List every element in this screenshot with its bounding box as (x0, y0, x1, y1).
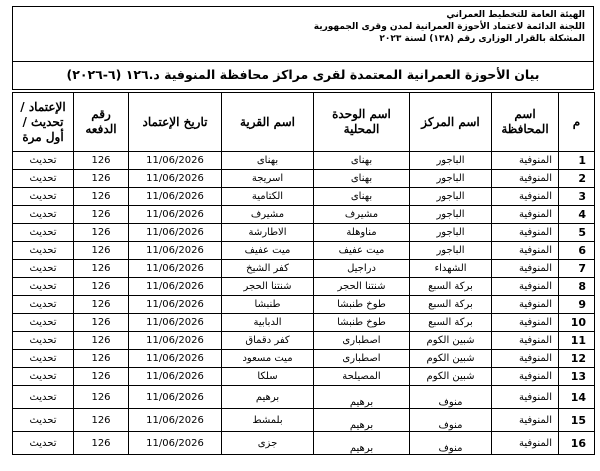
row-number: 12 (559, 350, 595, 368)
center-cell: شبين الكوم (410, 350, 492, 368)
approval-date-cell: 11/06/2026 (129, 206, 222, 224)
governorate-cell: المنوفية (492, 206, 559, 224)
approval-date-cell: 11/06/2026 (129, 432, 222, 455)
approval-date-cell: 11/06/2026 (129, 314, 222, 332)
approval-status-cell: تحديث (13, 170, 74, 188)
header-num: م (559, 93, 595, 152)
batch-number-cell: 126 (74, 206, 129, 224)
center-cell: الشهداء (410, 260, 492, 278)
approval-date-cell: 11/06/2026 (129, 242, 222, 260)
approval-status-cell: تحديث (13, 206, 74, 224)
local-unit-cell: بهناى (314, 188, 410, 206)
approval-status-cell: تحديث (13, 260, 74, 278)
table-row (13, 332, 595, 350)
local-unit-cell: بهناى (314, 152, 410, 170)
center-cell: الباجور (410, 170, 492, 188)
table-row (13, 432, 595, 455)
village-cell: شنتنا الحجر (222, 278, 314, 296)
governorate-cell: المنوفية (492, 278, 559, 296)
row-number: 4 (559, 206, 595, 224)
row-number: 10 (559, 314, 595, 332)
governorate-cell: المنوفية (492, 409, 559, 432)
local-unit-cell: المصيلحة (314, 368, 410, 386)
approval-status-cell: تحديث (13, 152, 74, 170)
table-row (13, 242, 595, 260)
local-unit-cell: طوخ طنبشا (314, 296, 410, 314)
local-unit-cell: شنتنا الحجر (314, 278, 410, 296)
village-cell: بلمشط (222, 409, 314, 432)
row-number: 15 (559, 409, 595, 432)
approval-status-cell: تحديث (13, 332, 74, 350)
approval-status-cell: تحديث (13, 314, 74, 332)
village-cell: كفر دقماق (222, 332, 314, 350)
issuer-line-2: اللجنة الدائمة لاعتماد الأحوزة العمرانية لمدن وقرى الجمهورية (313, 22, 585, 32)
villages-table (12, 92, 595, 455)
village-cell: الاطارشة (222, 224, 314, 242)
issuer-line-1: الهيئة العامة للتخطيط العمراني (446, 10, 585, 20)
village-cell: مشيرف (222, 206, 314, 224)
table-row (13, 314, 595, 332)
village-cell: طنبشا (222, 296, 314, 314)
table-row (13, 296, 595, 314)
local-unit-cell: برهيم (314, 409, 410, 432)
center-cell: الباجور (410, 242, 492, 260)
approval-status-cell: تحديث (13, 386, 74, 409)
center-cell: بركة السبع (410, 314, 492, 332)
local-unit-cell: دراجيل (314, 260, 410, 278)
approval-status-cell: تحديث (13, 368, 74, 386)
approval-status-cell: تحديث (13, 188, 74, 206)
batch-number-cell: 126 (74, 152, 129, 170)
approval-date-cell: 11/06/2026 (129, 296, 222, 314)
governorate-cell: المنوفية (492, 386, 559, 409)
governorate-cell: المنوفية (492, 260, 559, 278)
batch-number-cell: 126 (74, 350, 129, 368)
batch-number-cell: 126 (74, 242, 129, 260)
center-cell: الباجور (410, 188, 492, 206)
header-village: اسم القرية (222, 93, 314, 152)
header-approval-date: تاريخ الإعتماد (129, 93, 222, 152)
approval-date-cell: 11/06/2026 (129, 188, 222, 206)
approval-status-cell: تحديث (13, 296, 74, 314)
batch-number-cell: 126 (74, 296, 129, 314)
table-row (13, 188, 595, 206)
approval-date-cell: 11/06/2026 (129, 368, 222, 386)
governorate-cell: المنوفية (492, 368, 559, 386)
local-unit-cell: برهيم (314, 386, 410, 409)
village-cell: الدبابية (222, 314, 314, 332)
governorate-cell: المنوفية (492, 224, 559, 242)
village-cell: اسريجة (222, 170, 314, 188)
village-cell: برهيم (222, 386, 314, 409)
header-center: اسم المركز (410, 93, 492, 152)
local-unit-cell: مشيرف (314, 206, 410, 224)
approval-date-cell: 11/06/2026 (129, 386, 222, 409)
header-governorate: اسم المحافظة (492, 93, 559, 152)
approval-date-cell: 11/06/2026 (129, 350, 222, 368)
row-number: 16 (559, 432, 595, 455)
table-row (13, 368, 595, 386)
governorate-cell: المنوفية (492, 432, 559, 455)
center-cell: منوف (410, 386, 492, 409)
center-cell: منوف (410, 409, 492, 432)
table-row (13, 206, 595, 224)
center-cell: بركة السبع (410, 278, 492, 296)
governorate-cell: المنوفية (492, 314, 559, 332)
approval-date-cell: 11/06/2026 (129, 278, 222, 296)
batch-number-cell: 126 (74, 170, 129, 188)
batch-number-cell: 126 (74, 188, 129, 206)
batch-number-cell: 126 (74, 314, 129, 332)
batch-number-cell: 126 (74, 409, 129, 432)
governorate-cell: المنوفية (492, 152, 559, 170)
approval-status-cell: تحديث (13, 409, 74, 432)
header-approval-status: الإعتماد / تحديث / أول مرة (13, 93, 74, 152)
table-row (13, 152, 595, 170)
header-batch-number: رقم الدفعه (74, 93, 129, 152)
village-cell: سلكا (222, 368, 314, 386)
governorate-cell: المنوفية (492, 332, 559, 350)
local-unit-cell: اصطبارى (314, 350, 410, 368)
table-row (13, 260, 595, 278)
table-row (13, 350, 595, 368)
center-cell: شبين الكوم (410, 332, 492, 350)
center-cell: شبين الكوم (410, 368, 492, 386)
local-unit-cell: بهناى (314, 170, 410, 188)
village-cell: كفر الشيخ (222, 260, 314, 278)
row-number: 14 (559, 386, 595, 409)
center-cell: الباجور (410, 224, 492, 242)
table-row (13, 224, 595, 242)
row-number: 9 (559, 296, 595, 314)
village-cell: الكتامية (222, 188, 314, 206)
row-number: 2 (559, 170, 595, 188)
governorate-cell: المنوفية (492, 350, 559, 368)
approval-date-cell: 11/06/2026 (129, 170, 222, 188)
local-unit-cell: اصطبارى (314, 332, 410, 350)
header-local-unit: اسم الوحدة المحلية (314, 93, 410, 152)
table-row (13, 278, 595, 296)
approval-status-cell: تحديث (13, 242, 74, 260)
row-number: 11 (559, 332, 595, 350)
batch-number-cell: 126 (74, 332, 129, 350)
table-row (13, 409, 595, 432)
approval-date-cell: 11/06/2026 (129, 224, 222, 242)
center-cell: بركة السبع (410, 296, 492, 314)
table-header-row (13, 93, 595, 152)
row-number: 6 (559, 242, 595, 260)
governorate-cell: المنوفية (492, 188, 559, 206)
batch-number-cell: 126 (74, 278, 129, 296)
approval-status-cell: تحديث (13, 278, 74, 296)
approval-date-cell: 11/06/2026 (129, 152, 222, 170)
approval-status-cell: تحديث (13, 432, 74, 455)
center-cell: الباجور (410, 206, 492, 224)
governorate-cell: المنوفية (492, 296, 559, 314)
issuer-header (12, 6, 594, 62)
village-cell: ميت مسعود (222, 350, 314, 368)
governorate-cell: المنوفية (492, 170, 559, 188)
issuer-line-3: المشكلة بالقرار الوزارى رقم (١٣٨) لسنة ٢٠٢٣ (379, 34, 585, 44)
row-number: 1 (559, 152, 595, 170)
table-row (13, 170, 595, 188)
local-unit-cell: مناوهلة (314, 224, 410, 242)
row-number: 5 (559, 224, 595, 242)
approval-status-cell: تحديث (13, 224, 74, 242)
batch-number-cell: 126 (74, 432, 129, 455)
village-cell: جزى (222, 432, 314, 455)
batch-number-cell: 126 (74, 368, 129, 386)
local-unit-cell: برهيم (314, 432, 410, 455)
batch-number-cell: 126 (74, 224, 129, 242)
row-number: 8 (559, 278, 595, 296)
village-cell: ميت عفيف (222, 242, 314, 260)
batch-number-cell: 126 (74, 260, 129, 278)
center-cell: الباجور (410, 152, 492, 170)
row-number: 7 (559, 260, 595, 278)
approval-date-cell: 11/06/2026 (129, 260, 222, 278)
row-number: 13 (559, 368, 595, 386)
table-row (13, 386, 595, 409)
batch-number-cell: 126 (74, 386, 129, 409)
approval-date-cell: 11/06/2026 (129, 332, 222, 350)
document-title: بيان الأحوزة العمرانية المعتمدة لقرى مراكز محافظة المنوفية د.١٢٦ (٦-٢٠٢٦) (12, 62, 594, 90)
approval-date-cell: 11/06/2026 (129, 409, 222, 432)
governorate-cell: المنوفية (492, 242, 559, 260)
row-number: 3 (559, 188, 595, 206)
local-unit-cell: طوخ طنبشا (314, 314, 410, 332)
center-cell: منوف (410, 432, 492, 455)
local-unit-cell: ميت عفيف (314, 242, 410, 260)
approval-status-cell: تحديث (13, 350, 74, 368)
village-cell: بهناى (222, 152, 314, 170)
